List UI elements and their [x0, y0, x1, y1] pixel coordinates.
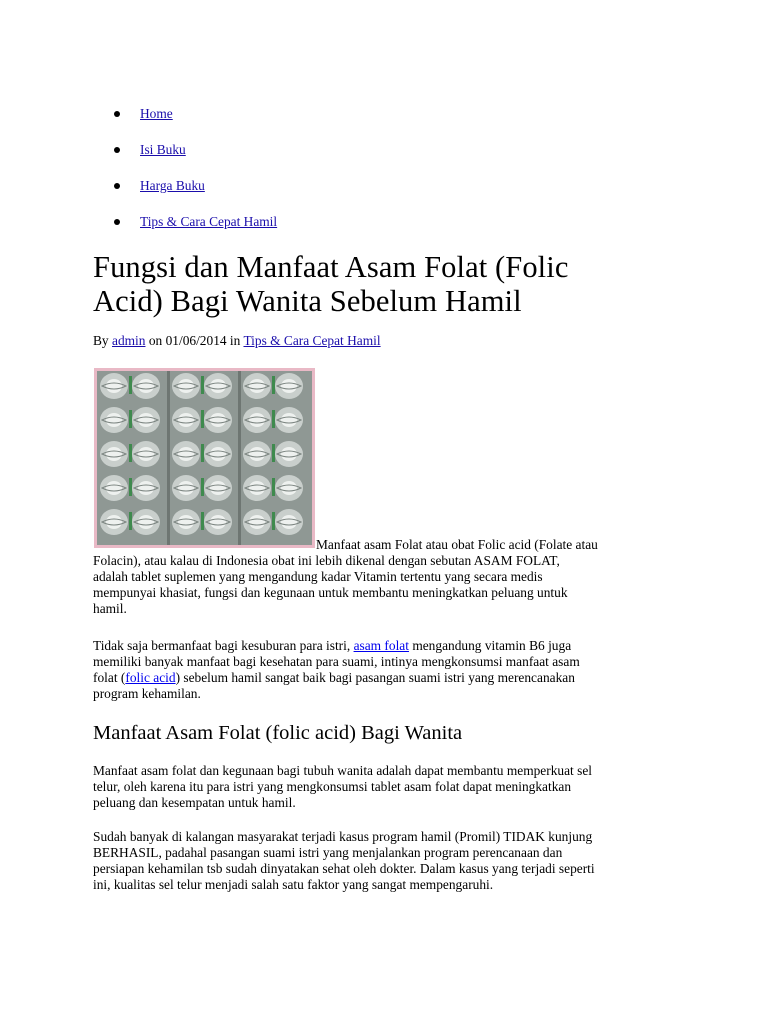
paragraph-line: ini, kualitas sel telur menjadi salah satu faktor yang sangat mempengaruhi. [93, 877, 494, 892]
tablet-highlight [210, 413, 226, 427]
paragraph-line: persiapan kehamilan tsb sudah dinyatakan sehat oleh dokter. Dalam kasus yang terjadi seperti [93, 861, 595, 876]
paragraph-2 [93, 638, 683, 702]
paragraph-3 [93, 763, 683, 811]
green-print-mark [201, 410, 204, 428]
strip-divider [167, 371, 170, 545]
disc-bullet-icon [114, 111, 120, 117]
nav-item-harga-buku [140, 177, 205, 195]
paragraph-line: BERHASIL, padahal pasangan suami istri yang menjalankan program perencanaan dan [93, 845, 563, 860]
green-print-mark [272, 376, 275, 394]
green-print-mark [129, 376, 132, 394]
tablet-highlight [106, 481, 122, 495]
paragraph-line: program kehamilan. [93, 686, 201, 701]
green-print-mark [129, 444, 132, 462]
paragraph-text: ) sebelum hamil sangat baik bagi pasangan suami istri yang merencanakan [175, 670, 575, 685]
category-link[interactable]: Tips & Cara Cepat Hamil [243, 333, 381, 348]
tablet-highlight [281, 481, 297, 495]
green-print-mark [201, 376, 204, 394]
meta-by-label: By [93, 333, 109, 348]
tablet-highlight [106, 379, 122, 393]
tablet-highlight [210, 515, 226, 529]
nav-link-tips[interactable]: Tips & Cara Cepat Hamil [140, 214, 278, 229]
paragraph-line: Sudah banyak di kalangan masyarakat terjadi kasus program hamil (Promil) TIDAK kunjung [93, 829, 593, 844]
tablet-highlight [178, 481, 194, 495]
paragraph-line: memiliki banyak manfaat bagi kesehatan para suami, intinya mengkonsumsi manfaat asam [93, 654, 580, 669]
disc-bullet-icon [114, 183, 120, 189]
tablet-highlight [138, 515, 154, 529]
paragraph-line: peluang dan kesempatan untuk hamil. [93, 795, 296, 810]
tablet-highlight [249, 515, 265, 529]
paragraph-line: Folacin), atau kalau di Indonesia obat ini lebih dikenal dengan sebutan ASAM FOLAT, [93, 553, 560, 568]
paragraph-line: telur, oleh karena itu para istri yang mengkonsumsi tablet asam folat dapat meningkatkan [93, 779, 572, 794]
nav-link-harga-buku[interactable]: Harga Buku [140, 178, 205, 193]
article-title [93, 250, 693, 318]
article-meta [93, 333, 693, 349]
tablet-highlight [106, 413, 122, 427]
tablet-highlight [210, 379, 226, 393]
author-link[interactable]: admin [112, 333, 146, 348]
tablet-highlight [281, 413, 297, 427]
paragraph-line: mempunyai khasiat, fungsi dan kegunaan untuk membantu meningkatkan peluang untuk [93, 585, 568, 600]
tablet-highlight [281, 379, 297, 393]
blister-pack-image [94, 368, 315, 548]
paragraph-4 [93, 829, 683, 893]
tablet-highlight [178, 515, 194, 529]
tablet-highlight [281, 447, 297, 461]
article-title-line: Acid) Bagi Wanita Sebelum Hamil [93, 284, 522, 318]
tablet-highlight [249, 447, 265, 461]
green-print-mark [129, 512, 132, 530]
nav-link-isi-buku[interactable]: Isi Buku [140, 142, 186, 157]
tablet-highlight [249, 413, 265, 427]
tablet-highlight [138, 413, 154, 427]
meta-date: on 01/06/2014 in [148, 333, 241, 348]
green-print-mark [272, 410, 275, 428]
paragraph-1-first-line: Manfaat asam Folat atau obat Folic acid (Folate atau [316, 537, 598, 552]
tablet-highlight [138, 481, 154, 495]
nav-item-home [140, 105, 173, 123]
tablet-highlight [138, 379, 154, 393]
green-print-mark [201, 478, 204, 496]
green-print-mark [272, 512, 275, 530]
asam-folat-link[interactable]: asam folat [353, 638, 409, 653]
nav-link-home[interactable]: Home [140, 106, 173, 121]
green-print-mark [201, 444, 204, 462]
paragraph-line: adalah tablet suplemen yang mengandung kadar Vitamin tertentu yang secara medis [93, 569, 543, 584]
folic-acid-tablet-blister-photo [94, 368, 315, 548]
tablet-highlight [210, 447, 226, 461]
disc-bullet-icon [114, 147, 120, 153]
tablet-highlight [106, 447, 122, 461]
green-print-mark [129, 410, 132, 428]
nav-item-isi-buku [140, 141, 186, 159]
green-print-mark [129, 478, 132, 496]
paragraph-text: Tidak saja bermanfaat bagi kesuburan para istri, [93, 638, 351, 653]
section-heading: Manfaat Asam Folat (folic acid) Bagi Wanita [93, 722, 463, 744]
paragraph-text: mengandung vitamin B6 juga [412, 638, 572, 653]
nav-item-tips [140, 213, 277, 231]
green-print-mark [272, 444, 275, 462]
strip-divider [238, 371, 241, 545]
paragraph-line: hamil. [93, 601, 127, 616]
paragraph-line: Manfaat asam folat dan kegunaan bagi tubuh wanita adalah dapat membantu memperkuat sel [93, 763, 592, 778]
paragraph-text: folat ( [93, 670, 126, 685]
paragraph-1 [93, 553, 683, 617]
tablet-highlight [210, 481, 226, 495]
tablet-highlight [249, 379, 265, 393]
tablet-highlight [249, 481, 265, 495]
disc-bullet-icon [114, 219, 120, 225]
green-print-mark [272, 478, 275, 496]
tablet-highlight [138, 447, 154, 461]
folic-acid-link[interactable]: folic acid [125, 670, 176, 685]
tablet-highlight [106, 515, 122, 529]
tablet-highlight [178, 413, 194, 427]
green-print-mark [201, 512, 204, 530]
tablet-highlight [281, 515, 297, 529]
article-title-line: Fungsi dan Manfaat Asam Folat (Folic [93, 250, 569, 284]
tablet-highlight [178, 447, 194, 461]
tablet-highlight [178, 379, 194, 393]
